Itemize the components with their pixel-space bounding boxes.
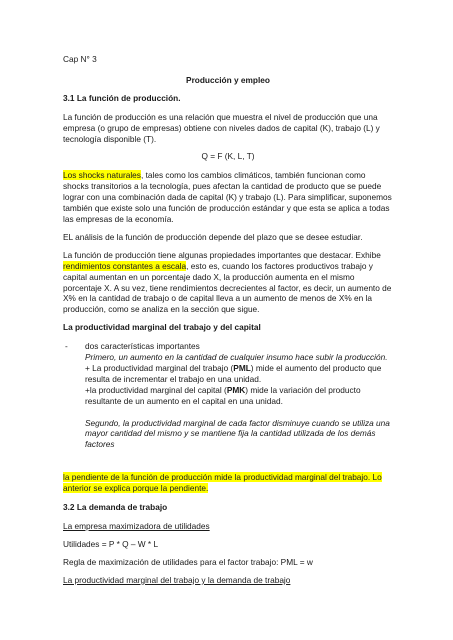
paragraph-analysis: EL análisis de la función de producción depende del plazo que se desee estudiar. (63, 231, 363, 242)
underlined-heading-profit-maximizing: La empresa maximizadora de utilidades (63, 521, 210, 531)
list-text: + La productividad marginal del trabajo ( (85, 362, 234, 373)
chapter-label: Cap N° 3 (63, 54, 97, 64)
paragraph-slope-highlight (63, 472, 393, 494)
paragraph-natural-shocks (63, 170, 393, 225)
list-item (63, 341, 393, 450)
list-intro: dos características importantes (85, 341, 200, 352)
pml-abbreviation: PML (233, 362, 251, 373)
paragraph-properties (63, 250, 393, 315)
list-pml (85, 363, 393, 385)
paragraph-text: , tales como los cambios climáticos, también funcionan como shocks transitorios a la tecnología, pues afectan la cantidad de producto que se puede lograr con una combinación dada de capital (K) y trabajo (L). Para simplificar, suponemos también que existe solo una función de producción estándar y que esta se aplica a todas las empresas de la economía. (63, 170, 392, 224)
list-item-body (85, 341, 393, 450)
list-first-point: Primero, un aumento en la cantidad de cualquier insumo hace subir la producción. (85, 352, 388, 363)
highlighted-text: la pendiente de la función de producción mide la productividad marginal del trabajo. Lo anterior se explica porque la pendiente. (63, 472, 382, 494)
list-second-point: Segundo, la productividad marginal de cada factor disminuye cuando se utiliza una mayor cantidad del mismo y se mantiene fija la cantidad utilizada de los demás factores (85, 417, 390, 450)
list-pmk (85, 385, 393, 407)
list-text: ) mide la variación del producto resultante de un aumento en el capital en una unidad. (85, 384, 361, 406)
profit-maximization-rule: Regla de maximización de utilidades para el factor trabajo: PML = w (63, 556, 313, 567)
pmk-abbreviation: PMK (226, 384, 246, 395)
paragraph-text: , esto es, cuando los factores productivos trabajo y capital aumentan en un porcentaje dado X, la producción aumenta en el mismo porcentaje X. A su vez, tiene rendimientos decrecientes al factor, es decir, un aumento de X% en la cantidad de trabajo o de capital lleva a un aumento de menos de X% en la producción, como se analiza en la sección que sigue. (63, 260, 392, 315)
list-text: +la productividad marginal del capital ( (85, 384, 227, 395)
production-formula: Q = F (K, L, T) (201, 151, 255, 162)
paragraph-text: La función de producción tiene algunas propiedades importantes que destacar. Exhibe (63, 249, 381, 260)
document-title: Producción y empleo (186, 74, 270, 85)
highlighted-text: rendimientos constantes a escala (63, 260, 187, 271)
section-heading-3-1: 3.1 La función de producción. (63, 92, 181, 103)
paragraph-production-function: La función de producción es una relación que muestra el nivel de producción que una empresa (o grupo de empresas) obtiene con niveles dados de capital (K), trabajo (L) y tecnología disponible (T). (63, 111, 380, 144)
list-bullet: - (65, 341, 68, 352)
underlined-heading-labor-demand: La productividad marginal del trabajo y la demanda de trabajo (63, 574, 291, 585)
section-heading-3-2: 3.2 La demanda de trabajo (63, 502, 168, 513)
highlighted-text: Los shocks naturales (63, 170, 141, 181)
list-text: ) mide el aumento del producto que resulta de incrementar el trabajo en una unidad. (85, 362, 382, 384)
subheading-marginal-productivity: La productividad marginal del trabajo y del capital (63, 322, 261, 333)
profit-formula: Utilidades = P * Q – W * L (63, 538, 159, 549)
